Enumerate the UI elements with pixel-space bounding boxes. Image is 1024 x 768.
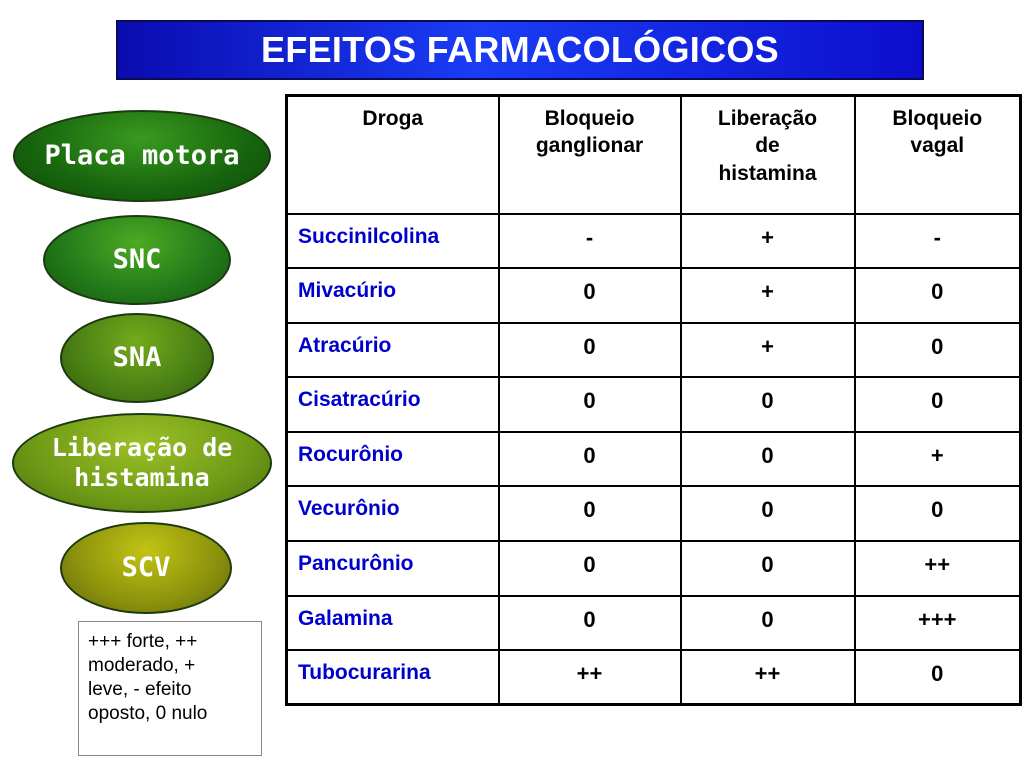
legend-line: moderado, + — [88, 654, 196, 676]
table-row — [287, 214, 1021, 269]
page-title: EFEITOS FARMACOLÓGICOS — [261, 29, 779, 70]
category-label: SCV — [121, 551, 171, 583]
histamina-cell: 0 — [681, 486, 855, 541]
header-line: Bloqueio — [544, 107, 635, 130]
histamina-cell: ++ — [681, 650, 855, 705]
ganglionar-cell: 0 — [499, 432, 681, 487]
histamina-cell: + — [681, 268, 855, 323]
histamina-cell: 0 — [681, 432, 855, 487]
histamina-cell: 0 — [681, 377, 855, 432]
drug-name-cell: Galamina — [287, 596, 499, 651]
histamina-cell: 0 — [681, 596, 855, 651]
ganglionar-cell: 0 — [499, 596, 681, 651]
vagal-cell: +++ — [855, 596, 1021, 651]
histamina-cell: + — [681, 323, 855, 378]
category-label — [52, 433, 233, 493]
header-line: histamina — [718, 161, 817, 185]
vagal-cell: 0 — [855, 486, 1021, 541]
vagal-cell: - — [855, 214, 1021, 269]
header-line: Bloqueio — [892, 107, 983, 130]
category-placa-motora-button[interactable] — [13, 110, 271, 202]
drug-name-cell: Succinilcolina — [287, 214, 499, 269]
table-row — [287, 432, 1021, 487]
category-label: SNC — [112, 243, 162, 275]
header-liberacao-histamina — [681, 96, 855, 214]
ganglionar-cell: ++ — [499, 650, 681, 705]
drug-name-cell: Rocurônio — [287, 432, 499, 487]
ganglionar-cell: 0 — [499, 486, 681, 541]
category-label-line: Liberação de — [51, 433, 233, 462]
table-row — [287, 650, 1021, 705]
header-droga — [287, 96, 499, 214]
vagal-cell: 0 — [855, 323, 1021, 378]
table-row — [287, 377, 1021, 432]
vagal-cell: 0 — [855, 650, 1021, 705]
header-bloqueio-ganglionar — [499, 96, 681, 214]
drug-name-cell: Cisatracúrio — [287, 377, 499, 432]
header-line: de — [755, 134, 780, 158]
drug-name-cell: Atracúrio — [287, 323, 499, 378]
category-scv-button[interactable] — [60, 522, 232, 614]
drug-name-cell: Tubocurarina — [287, 650, 499, 705]
category-label: Placa motora — [44, 139, 240, 171]
legend-line: leve, - efeito — [88, 678, 192, 700]
vagal-cell: + — [855, 432, 1021, 487]
category-liberacao-histamina-button[interactable] — [12, 413, 272, 513]
table-row — [287, 541, 1021, 596]
legend-box — [78, 621, 262, 756]
category-label-line: histamina — [74, 463, 210, 492]
header-line: Liberação — [717, 107, 818, 130]
category-sna-button[interactable] — [60, 313, 214, 403]
header-bloqueio-vagal — [855, 96, 1021, 214]
table-row — [287, 486, 1021, 541]
histamina-cell: + — [681, 214, 855, 269]
table-header-row — [287, 96, 1021, 214]
ganglionar-cell: - — [499, 214, 681, 269]
ganglionar-cell: 0 — [499, 323, 681, 378]
title-banner — [116, 20, 924, 80]
histamina-cell: 0 — [681, 541, 855, 596]
ganglionar-cell: 0 — [499, 541, 681, 596]
category-label: SNA — [112, 341, 162, 373]
pharmacology-table — [285, 94, 1022, 706]
header-line: Droga — [362, 107, 424, 130]
category-snc-button[interactable] — [43, 215, 231, 305]
vagal-cell: 0 — [855, 268, 1021, 323]
table-row — [287, 596, 1021, 651]
vagal-cell: 0 — [855, 377, 1021, 432]
drug-name-cell: Mivacúrio — [287, 268, 499, 323]
vagal-cell: ++ — [855, 541, 1021, 596]
table-row — [287, 323, 1021, 378]
header-line: vagal — [910, 134, 965, 158]
ganglionar-cell: 0 — [499, 268, 681, 323]
drug-name-cell: Vecurônio — [287, 486, 499, 541]
header-line: ganglionar — [535, 134, 644, 158]
drug-name-cell: Pancurônio — [287, 541, 499, 596]
ganglionar-cell: 0 — [499, 377, 681, 432]
table-row — [287, 268, 1021, 323]
legend-line: +++ forte, ++ — [88, 631, 198, 652]
legend-line: oposto, 0 nulo — [88, 702, 208, 724]
